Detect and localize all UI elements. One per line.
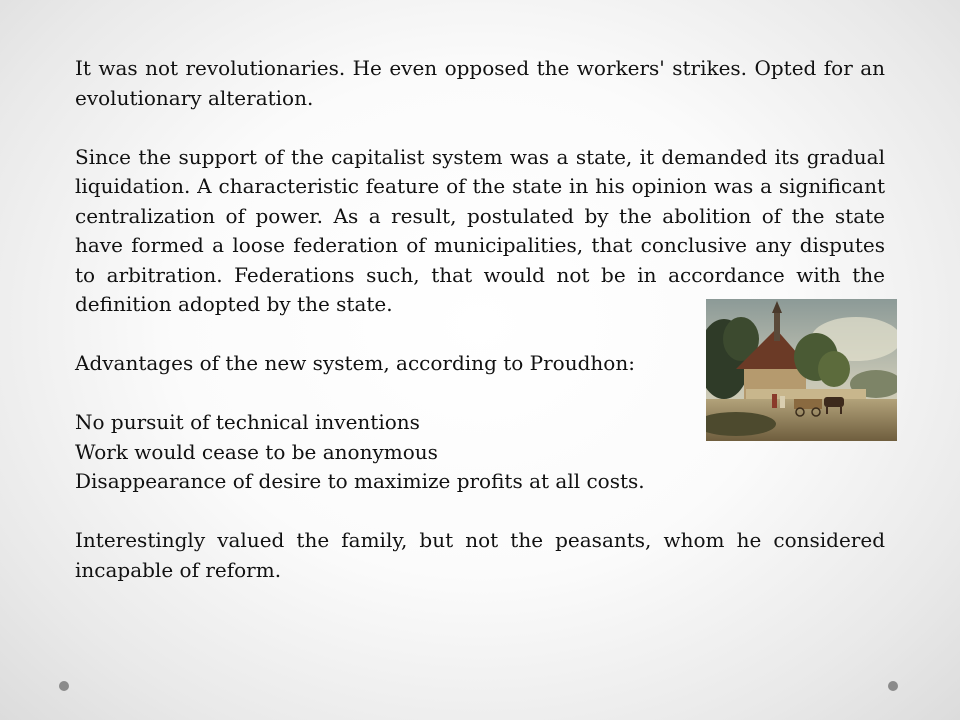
decorative-dot-left <box>59 681 69 691</box>
village-painting-image <box>706 299 897 441</box>
paragraph-state-liquidation: Since the support of the capitalist system was a state, it demanded its gradual liquidation. A characteristic feature of the state in his opinion was a significant centralization of power. As a result, postulated by the abolition of the state have formed a loose federation of municipalities, that conclusive any disputes to arbitration. Federations such, that would not be in accordance with the definition adopted by the state. <box>75 144 885 316</box>
spacer <box>75 113 885 143</box>
advantage-item: No pursuit of technical inventions <box>75 410 420 434</box>
advantage-item: Disappearance of desire to maximize profits at all costs. <box>75 469 645 493</box>
paragraph-revolutionaries: It was not revolutionaries. He even opposed the workers' strikes. Opted for an evolutionary alteration. <box>75 56 885 110</box>
advantage-item: Work would cease to be anonymous <box>75 439 438 464</box>
decorative-dot-right <box>888 681 898 691</box>
paragraph-family-peasants: Interestingly valued the family, but not the peasants, whom he considered incapable of reform. <box>75 528 885 582</box>
advantages-heading: Advantages of the new system, according to Proudhon: <box>75 351 635 375</box>
spacer <box>75 497 885 527</box>
